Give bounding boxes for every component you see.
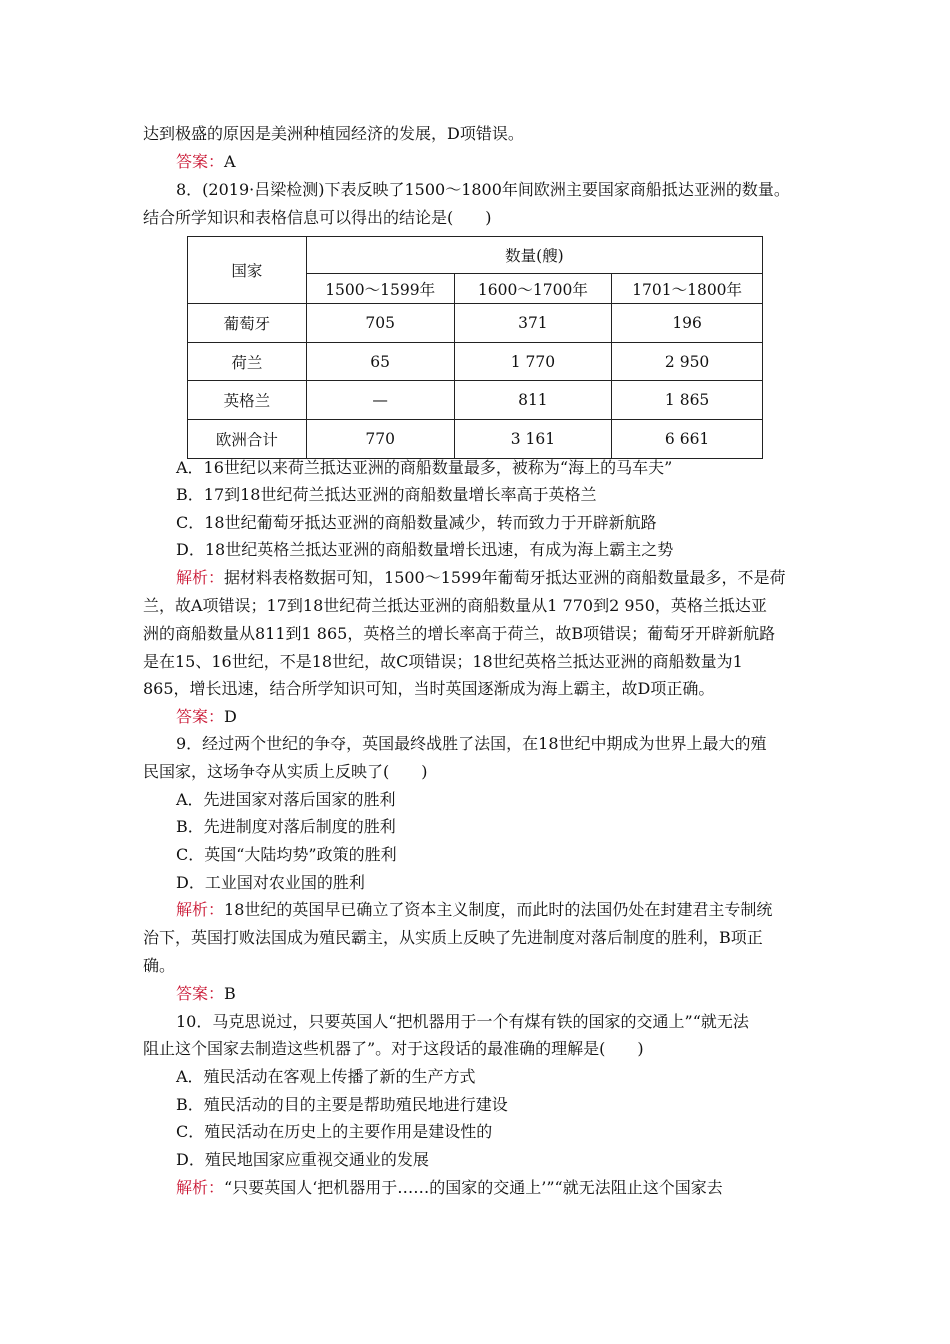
header-period: 1500～1599年 <box>306 274 454 304</box>
option-a: A．先进国家对落后国家的胜利 <box>176 790 396 809</box>
value-cell: 371 <box>454 304 612 343</box>
value-cell: 6 661 <box>612 420 763 459</box>
answer-value: D <box>224 707 237 726</box>
option-c: C．18世纪葡萄牙抵达亚洲的商船数量减少，转而致力于开辟新航路 <box>176 513 657 532</box>
option-d: D．18世纪英格兰抵达亚洲的商船数量增长迅速，有成为海上霸主之势 <box>176 540 674 559</box>
analysis-line: 洲的商船数量从811到1 865，英格兰的增长率高于荷兰，故B项错误；葡萄牙开辟新航路 <box>143 624 776 643</box>
value-cell: 811 <box>454 381 612 420</box>
header-quantity: 数量(艘) <box>306 237 762 274</box>
answer-line <box>176 707 237 727</box>
value-cell: 196 <box>612 304 763 343</box>
header-country: 国家 <box>188 237 307 304</box>
analysis-line <box>176 568 785 588</box>
text-line: 达到极盛的原因是美洲种植园经济的发展，D项错误。 <box>143 124 524 143</box>
header-period: 1600～1700年 <box>454 274 612 304</box>
answer-line <box>176 984 236 1004</box>
analysis-text: “只要英国人‘把机器用于……的国家的交通上’”“就无法阻止这个国家去 <box>224 1178 723 1197</box>
analysis-label: 解析： <box>176 900 225 919</box>
table-row <box>188 381 763 420</box>
value-cell: — <box>306 381 454 420</box>
option-a: A．16世纪以来荷兰抵达亚洲的商船数量最多，被称为“海上的马车夫” <box>176 458 673 477</box>
option-b: B．17到18世纪荷兰抵达亚洲的商船数量增长率高于英格兰 <box>176 485 597 504</box>
question-8-stem-cont: 结合所学知识和表格信息可以得出的结论是( ) <box>143 208 492 227</box>
analysis-line: 治下，英国打败法国成为殖民霸主，从实质上反映了先进制度对落后制度的胜利，B项正 <box>143 928 763 947</box>
value-cell: 1 770 <box>454 343 612 381</box>
option-c: C．殖民活动在历史上的主要作用是建设性的 <box>176 1122 493 1141</box>
answer-label: 答案： <box>176 707 225 726</box>
value-cell: 3 161 <box>454 420 612 459</box>
option-a: A．殖民活动在客观上传播了新的生产方式 <box>176 1067 476 1086</box>
analysis-label: 解析： <box>176 1178 225 1197</box>
answer-label: 答案： <box>176 984 225 1003</box>
analysis-label: 解析： <box>176 568 225 587</box>
country-cell: 欧洲合计 <box>188 420 307 459</box>
option-d: D．工业国对农业国的胜利 <box>176 873 365 892</box>
country-cell: 荷兰 <box>188 343 307 381</box>
ship-count-table <box>187 236 763 459</box>
option-b: B．殖民活动的目的主要是帮助殖民地进行建设 <box>176 1095 508 1114</box>
analysis-text: 18世纪的英国早已确立了资本主义制度，而此时的法国仍处在封建君主专制统 <box>224 900 773 919</box>
analysis-line: 兰，故A项错误；17到18世纪荷兰抵达亚洲的商船数量从1 770到2 950，英格兰抵达亚 <box>143 596 767 615</box>
question-10-stem: 10．马克思说过，只要英国人“把机器用于一个有煤有铁的国家的交通上”“就无法 <box>176 1012 749 1031</box>
header-period: 1701～1800年 <box>612 274 763 304</box>
question-9-stem: 9．经过两个世纪的争夺，英国最终战胜了法国，在18世纪中期成为世界上最大的殖 <box>176 734 767 753</box>
option-d: D．殖民地国家应重视交通业的发展 <box>176 1150 429 1169</box>
option-c: C．英国“大陆均势”政策的胜利 <box>176 845 397 864</box>
analysis-line <box>176 1178 723 1198</box>
value-cell: 770 <box>306 420 454 459</box>
question-9-stem-cont: 民国家，这场争夺从实质上反映了( ) <box>143 762 428 781</box>
option-b: B．先进制度对落后制度的胜利 <box>176 817 396 836</box>
analysis-line: 865，增长迅速，结合所学知识可知，当时英国逐渐成为海上霸主，故D项正确。 <box>143 679 715 698</box>
value-cell: 1 865 <box>612 381 763 420</box>
country-cell: 葡萄牙 <box>188 304 307 343</box>
answer-value: A <box>224 152 236 171</box>
answer-label: 答案： <box>176 152 225 171</box>
table-row <box>188 420 763 459</box>
value-cell: 2 950 <box>612 343 763 381</box>
analysis-line: 是在15、16世纪，不是18世纪，故C项错误；18世纪英格兰抵达亚洲的商船数量为1 <box>143 652 743 671</box>
answer-line <box>176 152 236 172</box>
value-cell: 705 <box>306 304 454 343</box>
table-row <box>188 304 763 343</box>
value-cell: 65 <box>306 343 454 381</box>
country-cell: 英格兰 <box>188 381 307 420</box>
question-10-stem-cont: 阻止这个国家去制造这些机器了”。对于这段话的最准确的理解是( ) <box>143 1039 644 1058</box>
answer-value: B <box>224 984 236 1003</box>
analysis-text: 据材料表格数据可知，1500～1599年葡萄牙抵达亚洲的商船数量最多，不是荷 <box>224 568 786 587</box>
analysis-line <box>176 900 772 920</box>
question-8-stem: 8．(2019·吕梁检测)下表反映了1500～1800年间欧洲主要国家商船抵达亚洲的数量。 <box>176 180 790 199</box>
analysis-line: 确。 <box>143 956 176 975</box>
table-row <box>188 343 763 381</box>
